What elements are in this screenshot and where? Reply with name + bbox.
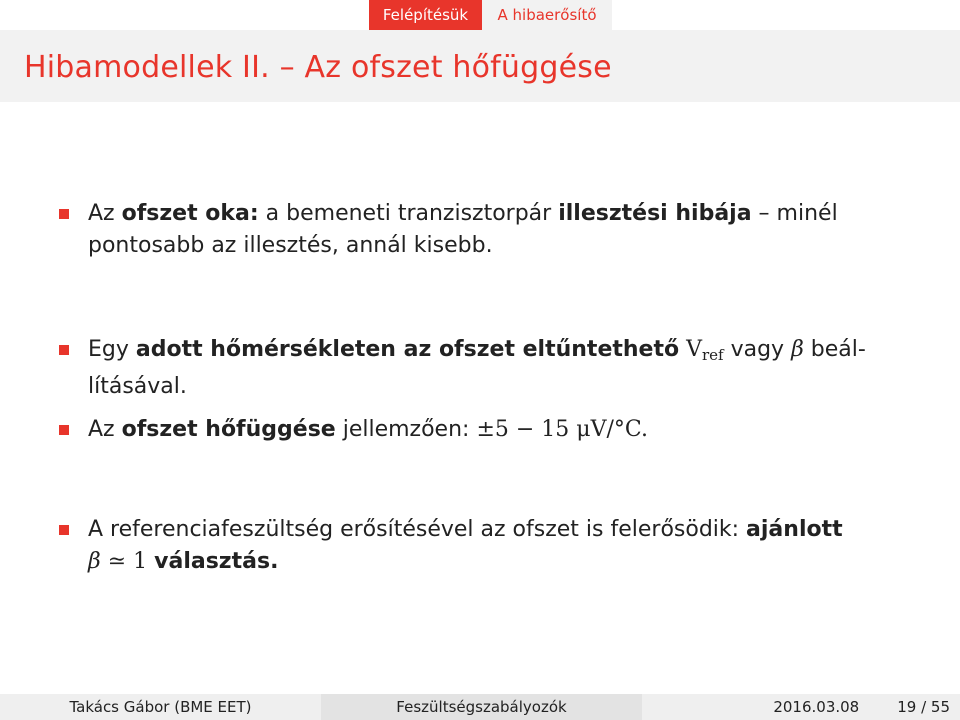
math-expression: ≃ 1 — [100, 549, 155, 574]
nav-section-hibaerosito[interactable]: A hibaerősítő — [482, 0, 612, 30]
math-symbol-beta: β — [791, 337, 804, 362]
emphasis-text: adott hőmérsékleten az ofszet eltűntethető — [135, 337, 680, 362]
bullet-square-icon — [59, 345, 69, 355]
math-symbol-beta: β — [88, 549, 101, 574]
footer-page-number: 19 / 55 — [897, 698, 950, 716]
nav-section-felepitesuk[interactable]: Felépítésük — [369, 0, 482, 30]
math-symbol-v: V — [686, 337, 702, 362]
bullet-2-line-1 — [88, 334, 908, 371]
bullet-1-line-2: pontosabb az illesztés, annál kisebb. — [88, 233, 493, 258]
text-span: beál- — [803, 337, 866, 362]
emphasis-text: ofszet hőfüggése — [121, 417, 336, 442]
text-span: A referenciafeszültség erősítésével az ofszet is felerősödik: — [88, 517, 747, 542]
text-span: Az — [88, 201, 122, 226]
bullet-4-line-1 — [88, 514, 908, 546]
text-span: a bemeneti tranzisztorpár — [258, 201, 559, 226]
bullet-item-3 — [88, 414, 908, 446]
emphasis-text: választás. — [154, 549, 279, 574]
text-span: jellemzően: — [335, 417, 477, 442]
math-subscript-ref: ref — [701, 346, 724, 364]
footer-meta — [642, 694, 960, 720]
bullet-square-icon — [59, 525, 69, 535]
bullet-4-line-2 — [88, 546, 908, 578]
bullet-square-icon — [59, 209, 69, 219]
footer-topic: Feszültségszabályozók — [321, 694, 642, 720]
math-expression: ±5 − 15 μV/°C. — [476, 417, 648, 442]
emphasis-text: ofszet oka: — [121, 201, 259, 226]
top-navigation — [0, 0, 960, 30]
bullet-square-icon — [59, 425, 69, 435]
bullet-1-line-1 — [88, 198, 908, 230]
bullet-item-2 — [88, 334, 908, 403]
footer-date: 2016.03.08 — [773, 698, 860, 716]
emphasis-text: ajánlott — [746, 517, 843, 542]
text-span: Az — [88, 417, 122, 442]
slide-title: Hibamodellek II. – Az ofszet hőfüggése — [24, 50, 612, 85]
footer-author: Takács Gábor (BME EET) — [0, 694, 321, 720]
slide-title-bar — [0, 30, 960, 102]
bullet-2-line-2: lításával. — [88, 374, 187, 399]
bullet-3-line-1 — [88, 414, 908, 446]
emphasis-text: illesztési hibája — [558, 201, 752, 226]
text-span: – minél — [751, 201, 838, 226]
slide-footer — [0, 694, 960, 720]
bullet-item-1 — [88, 198, 908, 262]
text-span: vagy — [723, 337, 792, 362]
bullet-item-4 — [88, 514, 908, 578]
text-span: Egy — [88, 337, 136, 362]
